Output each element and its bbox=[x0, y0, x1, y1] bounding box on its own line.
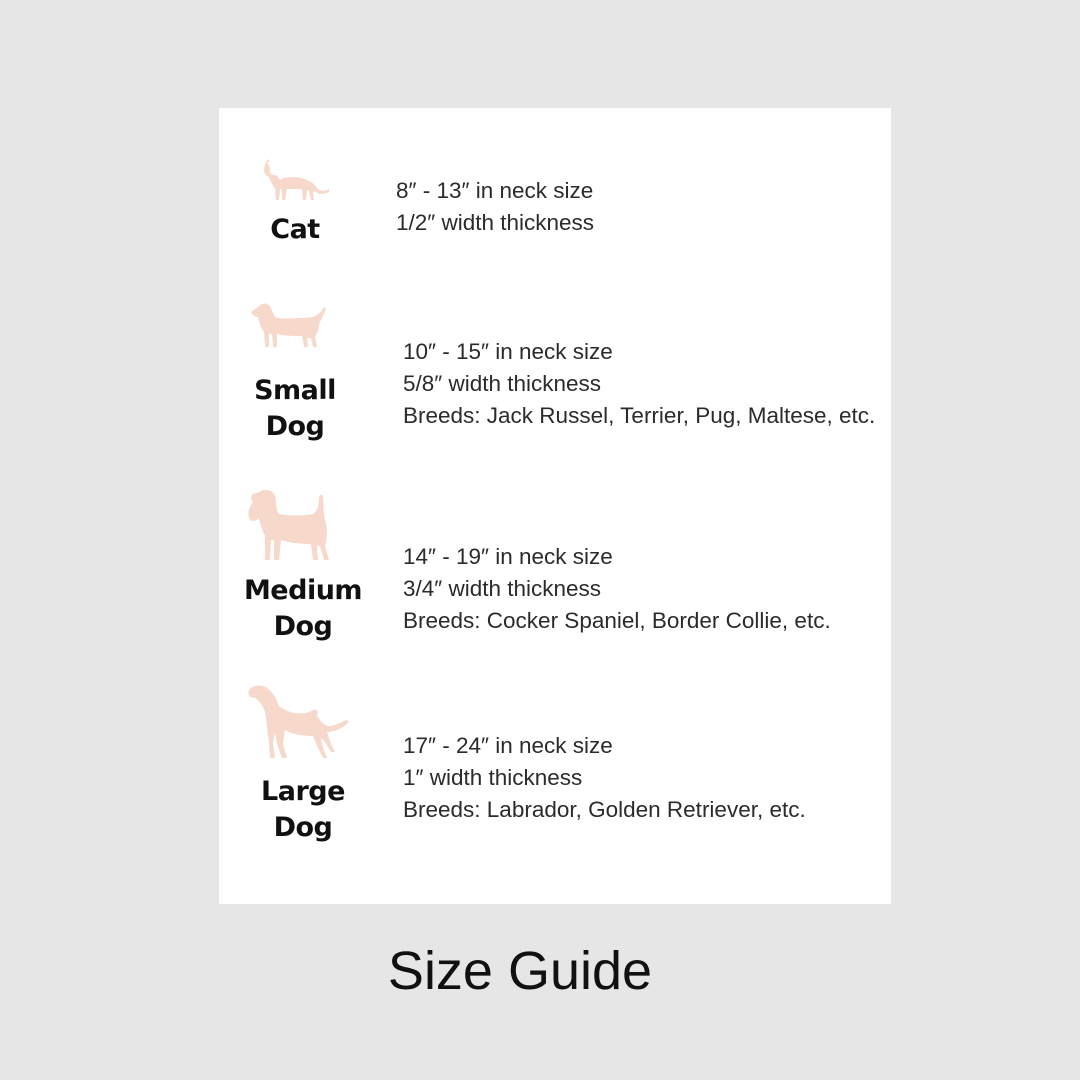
breeds-text: Breeds: Cocker Spaniel, Border Collie, etc. bbox=[403, 608, 831, 633]
size-row-small-dog bbox=[219, 278, 891, 458]
width-thickness-text: 1/2″ width thickness bbox=[396, 210, 595, 235]
width-thickness-text: 1″ width thickness bbox=[403, 765, 583, 790]
width-thickness-text: 5/8″ width thickness bbox=[403, 371, 602, 396]
greyhound-silhouette-icon bbox=[245, 682, 351, 762]
neck-size-text: 14″ - 19″ in neck size bbox=[403, 544, 613, 569]
neck-size-text: 10″ - 15″ in neck size bbox=[403, 339, 613, 364]
specs-medium-dog bbox=[403, 541, 831, 637]
pet-name-large-dog: Large Dog bbox=[261, 776, 345, 843]
neck-size-text: 8″ - 13″ in neck size bbox=[396, 178, 594, 203]
pet-name-cat: Cat bbox=[270, 214, 320, 245]
specs-large-dog bbox=[403, 730, 806, 826]
size-guide-caption: Size Guide bbox=[387, 941, 653, 1001]
neck-size-text: 17″ - 24″ in neck size bbox=[403, 733, 613, 758]
size-row-cat bbox=[219, 108, 891, 278]
size-row-medium-dog bbox=[219, 458, 891, 658]
dachshund-silhouette-icon bbox=[249, 300, 329, 352]
specs-cat bbox=[396, 175, 594, 239]
size-guide-card bbox=[219, 108, 891, 904]
cat-silhouette-icon bbox=[261, 158, 331, 202]
breeds-text: Breeds: Labrador, Golden Retriever, etc. bbox=[403, 797, 806, 822]
pet-name-small-dog: Small Dog bbox=[254, 375, 336, 442]
pet-name-medium-dog: Medium Dog bbox=[243, 575, 363, 642]
size-row-large-dog bbox=[219, 658, 891, 858]
spaniel-silhouette-icon bbox=[245, 488, 335, 563]
breeds-text: Breeds: Jack Russel, Terrier, Pug, Maltese, etc. bbox=[403, 403, 876, 428]
width-thickness-text: 3/4″ width thickness bbox=[403, 576, 602, 601]
specs-small-dog bbox=[403, 336, 875, 432]
